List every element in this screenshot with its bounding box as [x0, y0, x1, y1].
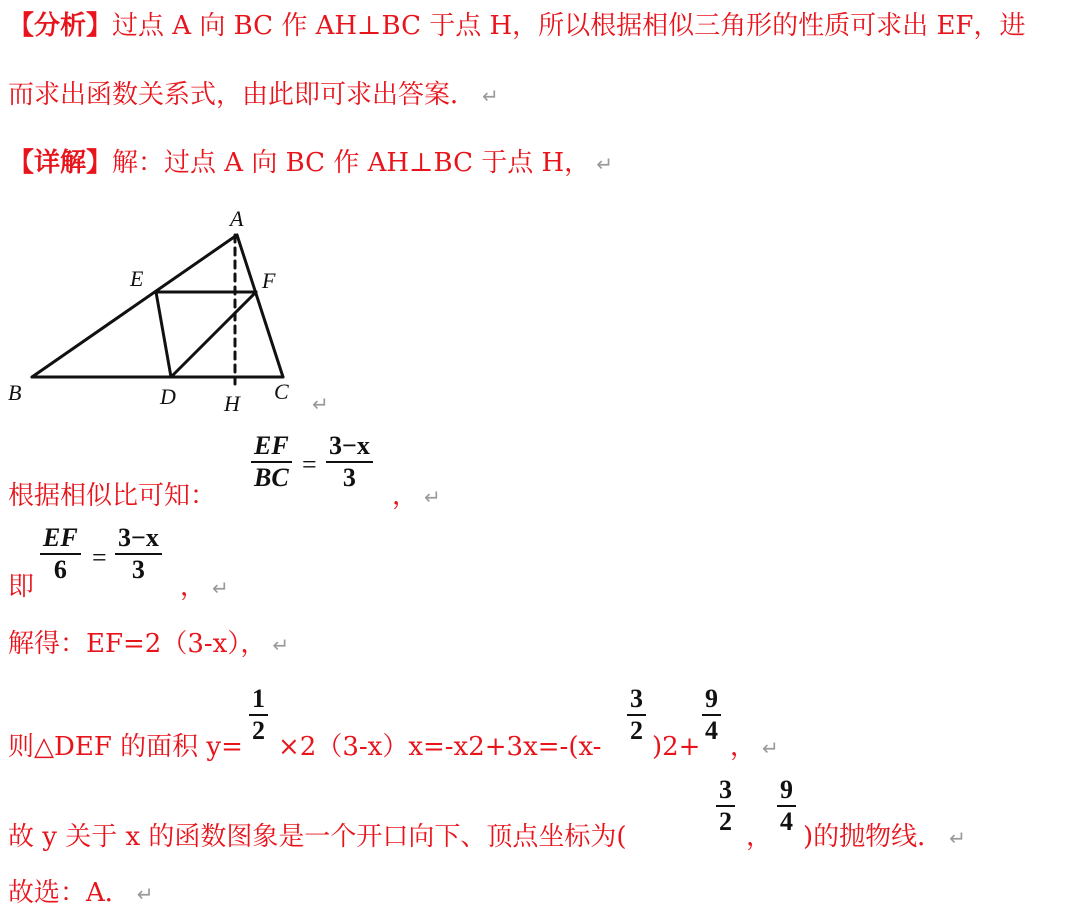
fraction-vertex-x: 3 2 — [716, 775, 735, 837]
segment-df — [171, 292, 256, 377]
similarity-line — [8, 480, 216, 512]
answer-text: 故选：A． — [8, 878, 131, 908]
label-e: E — [130, 266, 144, 291]
fraction-ef-over-6: EF 6 — [40, 523, 81, 585]
fraction-3-minus-x-over-3: 3−x 3 — [326, 431, 373, 493]
fraction-vertex-y: 9 4 — [777, 775, 796, 837]
return-mark-icon: ↵ — [272, 633, 290, 657]
return-mark-icon: ↵ — [312, 392, 329, 416]
area-line-b: ×2（3-x）x=-x2+3x=-(x- — [278, 732, 602, 762]
return-mark-icon: ↵ — [424, 485, 441, 509]
return-mark-icon: ↵ — [596, 152, 613, 176]
namely-tail: ， ↵ — [180, 572, 229, 602]
label-h: H — [224, 391, 240, 414]
label-b: B — [8, 380, 22, 405]
fraction-one-half: 1 2 — [249, 684, 268, 746]
area-line: 则△DEF 的面积 y= — [8, 732, 243, 762]
return-mark-icon: ↵ — [949, 826, 966, 850]
label-f: F — [262, 268, 276, 293]
return-mark-icon: ↵ — [762, 736, 779, 760]
answer-line — [8, 877, 154, 910]
conclusion-tail: )的抛物线． ↵ — [803, 822, 966, 852]
namely-line — [8, 571, 34, 603]
return-mark-icon: ↵ — [136, 882, 154, 906]
triangle-diagram — [6, 206, 294, 414]
fraction-three-halves: 3 2 — [627, 684, 646, 746]
triangle-figure — [6, 206, 294, 414]
segment-ed — [156, 292, 171, 377]
fraction-ef-over-bc: EF BC — [251, 431, 292, 493]
segment-ba — [32, 235, 237, 377]
solve-line — [8, 628, 289, 661]
conclusion-comma: ， — [746, 822, 773, 852]
equals-sign: = — [302, 450, 317, 479]
similarity-text: 根据相似比可知： — [8, 481, 217, 511]
area-line-c: )2+ — [652, 732, 701, 762]
label-d: D — [160, 384, 176, 409]
namely-text: 即 — [8, 572, 35, 602]
label-a: A — [230, 206, 244, 231]
analysis-tag: 【分析】 — [8, 11, 113, 41]
solution-text-1: 解：过点 A 向 BC 作 AH⊥BC 于点 H， — [112, 148, 591, 178]
analysis-line-2 — [8, 79, 499, 112]
solution-line-1 — [8, 147, 613, 180]
equals-sign: = — [92, 543, 107, 572]
fraction-3-minus-x-over-3: 3−x 3 — [115, 523, 162, 585]
return-mark-icon: ↵ — [482, 84, 499, 108]
label-c: C — [274, 379, 289, 404]
conclusion-line: 故 y 关于 x 的函数图象是一个开口向下、顶点坐标为( — [8, 822, 627, 852]
analysis-line-1 — [8, 10, 1025, 42]
fraction-nine-quarters: 9 4 — [702, 684, 721, 746]
similarity-tail: ， ↵ — [392, 481, 441, 511]
solution-tag: 【详解】 — [8, 148, 113, 178]
area-line-d: ， ↵ — [730, 732, 779, 762]
analysis-text-2: 而求出函数关系式，由此即可求出答案． — [8, 80, 477, 110]
solve-text: 解得：EF=2（3-x）， — [8, 629, 267, 659]
analysis-text-1: 过点 A 向 BC 作 AH⊥BC 于点 H，所以根据相似三角形的性质可求出 EF，进 — [112, 11, 1026, 41]
return-mark-icon: ↵ — [212, 576, 229, 600]
